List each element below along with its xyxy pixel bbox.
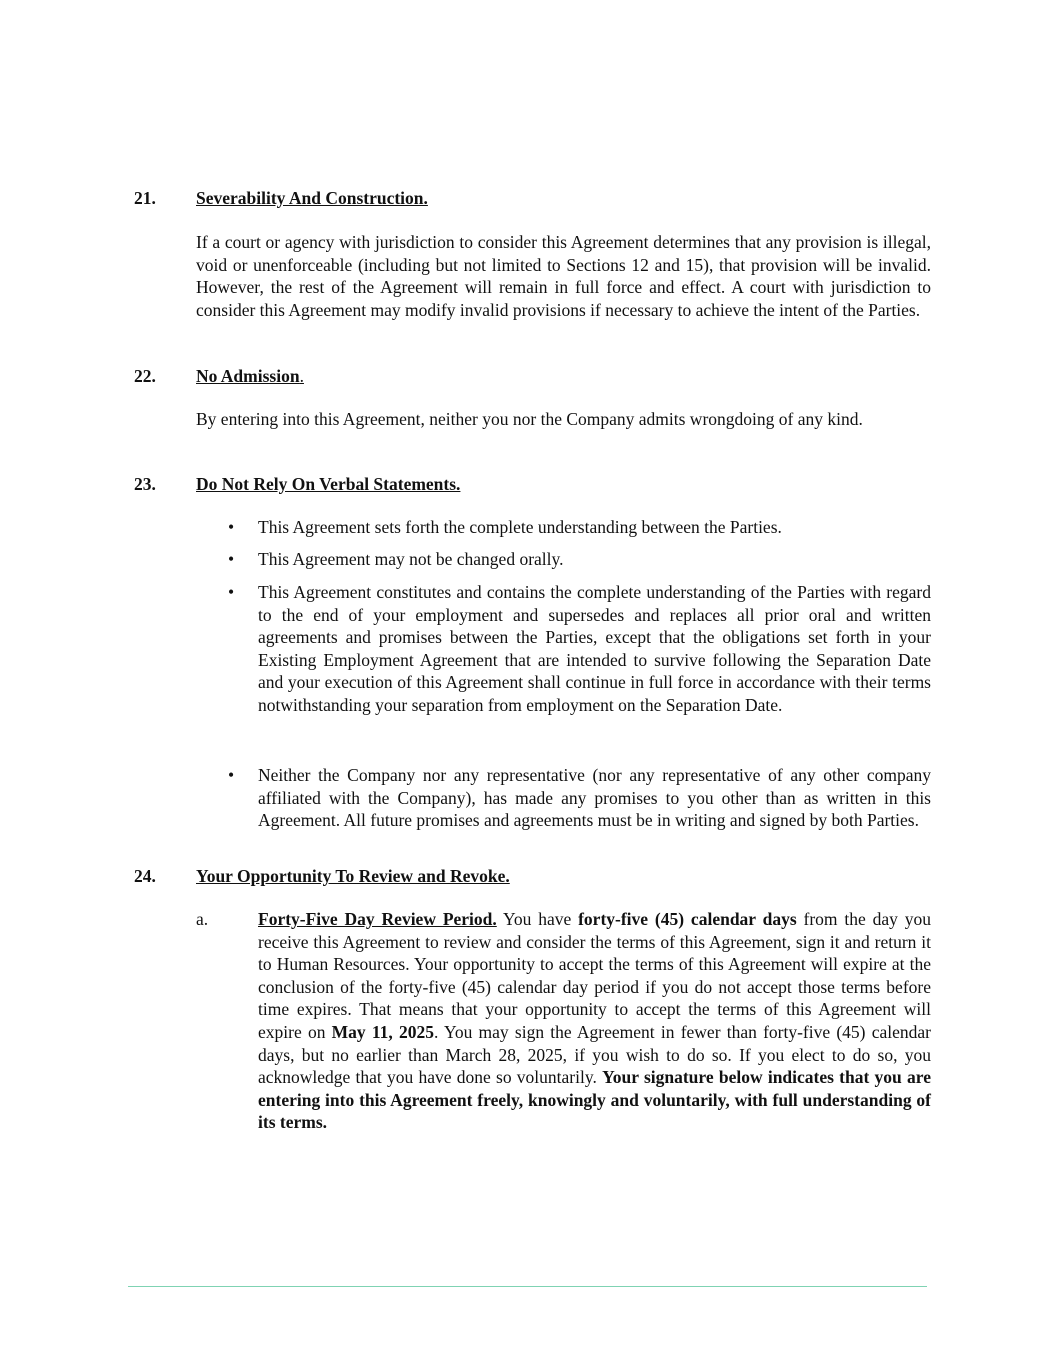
- section-title: Do Not Rely On Verbal Statements.: [196, 474, 461, 494]
- section-number: 24.: [134, 866, 156, 886]
- bullet-item: [228, 548, 931, 571]
- section-title-text: No Admission: [196, 366, 300, 386]
- bullet-item: [228, 516, 931, 539]
- section-title: Severability And Construction.: [196, 188, 428, 208]
- section-title-suffix: .: [299, 366, 304, 386]
- bullet-text: This Agreement constitutes and contains the complete understanding of the Parties with regard to the end of your employment and supersedes and replaces all prior oral and written agreements and promises between the Parties, except that the obligations set forth in your Existing Employment Agreement that are intended to survive following the Separation Date and your execution of this Agreement shall continue in full force in accordance with their terms notwithstanding your separation from employment on the Separation Date.: [258, 582, 931, 715]
- bullet-text: This Agreement sets forth the complete understanding between the Parties.: [258, 517, 782, 537]
- section-21-body: If a court or agency with jurisdiction to consider this Agreement determines that any provision is illegal, void or unenforceable (including but not limited to Sections 12 and 15), that provision will be invalid. However, the rest of the Agreement will remain in full force and effect. A court with jurisdiction to consider this Agreement may modify invalid provisions if necessary to achieve the intent of the Parties.: [196, 232, 931, 320]
- subsection-bold: forty-five (45) calendar days: [578, 909, 797, 929]
- section-title: Your Opportunity To Review and Revoke.: [196, 866, 510, 886]
- section-number: 21.: [134, 188, 156, 208]
- bullet-item: [228, 581, 931, 717]
- bullet-text: This Agreement may not be changed orally.: [258, 549, 564, 569]
- bullet-glyph: •: [228, 549, 235, 569]
- subsection-heading: Forty-Five Day Review Period.: [258, 909, 497, 929]
- bullet-text: Neither the Company nor any representative (nor any representative of any other company affiliated with the Company), has made any promises to you other than as written in this Agreement. All future promises and agreements must be in writing and signed by both Parties.: [258, 765, 931, 831]
- bullet-glyph: •: [228, 765, 235, 785]
- subsection-marker: a.: [196, 909, 209, 929]
- bullet-glyph: •: [228, 517, 235, 537]
- signature-statement: Your signature below indicates that you are entering into this Agreement freely, knowingly and voluntarily, with full understanding of its terms.: [258, 1067, 931, 1133]
- expiry-date: May 11, 2025: [331, 1021, 435, 1042]
- section-number: 22.: [134, 366, 156, 386]
- section-title: [196, 365, 304, 388]
- section-22-body: By entering into this Agreement, neither you nor the Company admits wrongdoing of any kind.: [196, 409, 863, 429]
- subsection-text: . You may sign the Agreement in fewer than forty-five (45) calendar days, but no earlier than March 28, 2025, if you wish to do so. If you elect to do so, you acknowledge that you have done so voluntarily.: [258, 1021, 931, 1088]
- subsection-text: from the day you receive this Agreement to review and consider the terms of this Agreement, sign it and return it to Human Resources. Your opportunity to accept the terms of this Agreement will expire at the conclusion of the forty-five (45) calendar day period if you do not accept those terms before time expires. That means that your opportunity to accept the terms of this Agreement will expire on: [258, 909, 931, 1042]
- footer-divider: [128, 1286, 927, 1287]
- bullet-item: [228, 764, 931, 832]
- subsection-a: [196, 908, 931, 1134]
- subsection-text: You have: [496, 909, 579, 929]
- bullet-glyph: •: [228, 582, 235, 602]
- section-number: 23.: [134, 474, 156, 494]
